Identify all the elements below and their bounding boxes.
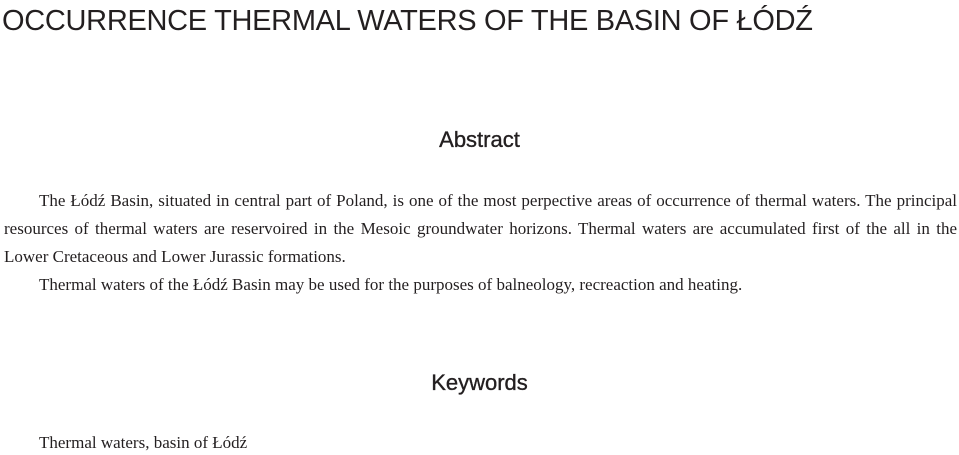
abstract-paragraph: Thermal waters of the Łódź Basin may be used for the purposes of balneology, recreaction and heating. bbox=[39, 275, 743, 294]
abstract-heading: Abstract bbox=[439, 127, 520, 152]
abstract-body bbox=[4, 187, 957, 299]
keywords-text: Thermal waters, basin of Łódź bbox=[39, 433, 248, 452]
abstract-paragraph: The Łódź Basin, situated in central part of Poland, is one of the most perpective areas of occurrence of thermal waters. The principal resources of thermal waters are reservoired in the Mesoic groundwater horizons. Thermal waters are accumulated first of the all in the Lower Cretaceous and Lower Jurassic formations. bbox=[4, 191, 957, 266]
keywords-heading: Keywords bbox=[431, 370, 528, 395]
paper-title: OCCURRENCE THERMAL WATERS OF THE BASIN OF ŁÓDŹ bbox=[2, 5, 813, 37]
